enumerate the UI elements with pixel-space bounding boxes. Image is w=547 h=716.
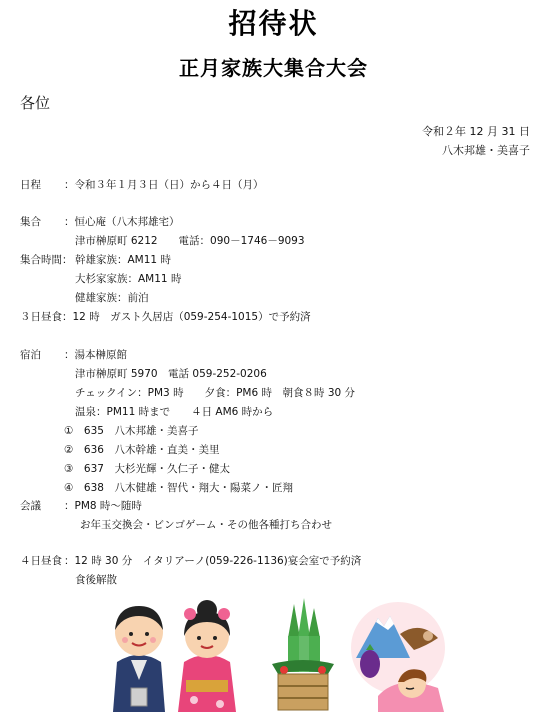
addressee: 各位 [20,94,51,112]
room-assignment: ② 636 八木幹雄・直美・美里 [64,444,220,456]
lunch-day4-value: ：12 時 30 分 イタリアーノ(059-226-1136)宴会室で予約済 [64,555,362,567]
sender-names: 八木邦雄・美喜子 [442,144,530,157]
lodging-checkin: チェックイン：PM3 時 夕食：PM6 時 朝食８時 30 分 [75,387,356,399]
meeting-time-label: 集合時間： [20,254,73,266]
closing-note: 食後解散 [75,574,117,586]
lodging-onsen: 温泉：PM11 時まで ４日 AM6 時から [75,406,274,418]
meeting-time-line: 健雄家族：前泊 [75,292,149,304]
lodging-value: ：湯本榊原館 [64,349,127,361]
lodging-label: 宿泊 [20,349,41,361]
lunch-day3: ３日昼食：12 時 ガスト久居店（059-254-1015）で予約済 [20,311,311,323]
party-section [0,497,547,537]
meeting-section [0,213,547,253]
boy-kimono-illustration [105,600,173,712]
page-title: 招待状 [228,7,319,40]
hatsuyume-illustration [348,598,450,712]
room-assignment: ③ 637 大杉光輝・久仁子・健太 [64,463,230,475]
party-label: 会議 [20,500,41,512]
kadomatsu-illustration [268,598,338,712]
lodging-section [0,346,547,496]
party-value: ：PM8 時～随時 [64,500,142,512]
page-subtitle: 正月家族大集合大会 [179,56,368,80]
meeting-time-section [0,251,547,311]
schedule-label: 日程 [20,179,41,191]
room-assignment: ④ 638 八木健雄・智代・翔大・陽菜ノ・匠翔 [64,482,293,494]
issue-date: 令和２年 12 月 31 日 [422,125,530,138]
meeting-time-line: 大杉家家族：AM11 時 [75,273,182,285]
party-detail: お年玉交換会・ビンゴゲーム・その他各種打ち合わせ [80,519,332,531]
lunch-day4-label: ４日昼食 [20,555,62,567]
schedule-row [0,176,547,194]
girl-kimono-illustration [172,600,242,712]
meeting-value: ：恒心庵（八木邦雄宅） [64,216,180,228]
meeting-address: 津市榊原町 6212 電話：090－1746－9093 [75,235,305,247]
lunch-day4-section [0,552,547,592]
room-assignment: ① 635 八木邦雄・美喜子 [64,425,199,437]
schedule-value: ：令和３年１月３日（日）から４日（月） [64,179,264,191]
lodging-address: 津市榊原町 5970 電話 059-252-0206 [75,368,267,380]
meeting-time-line: 幹雄家族：AM11 時 [75,254,171,266]
meeting-label: 集合 [20,216,41,228]
